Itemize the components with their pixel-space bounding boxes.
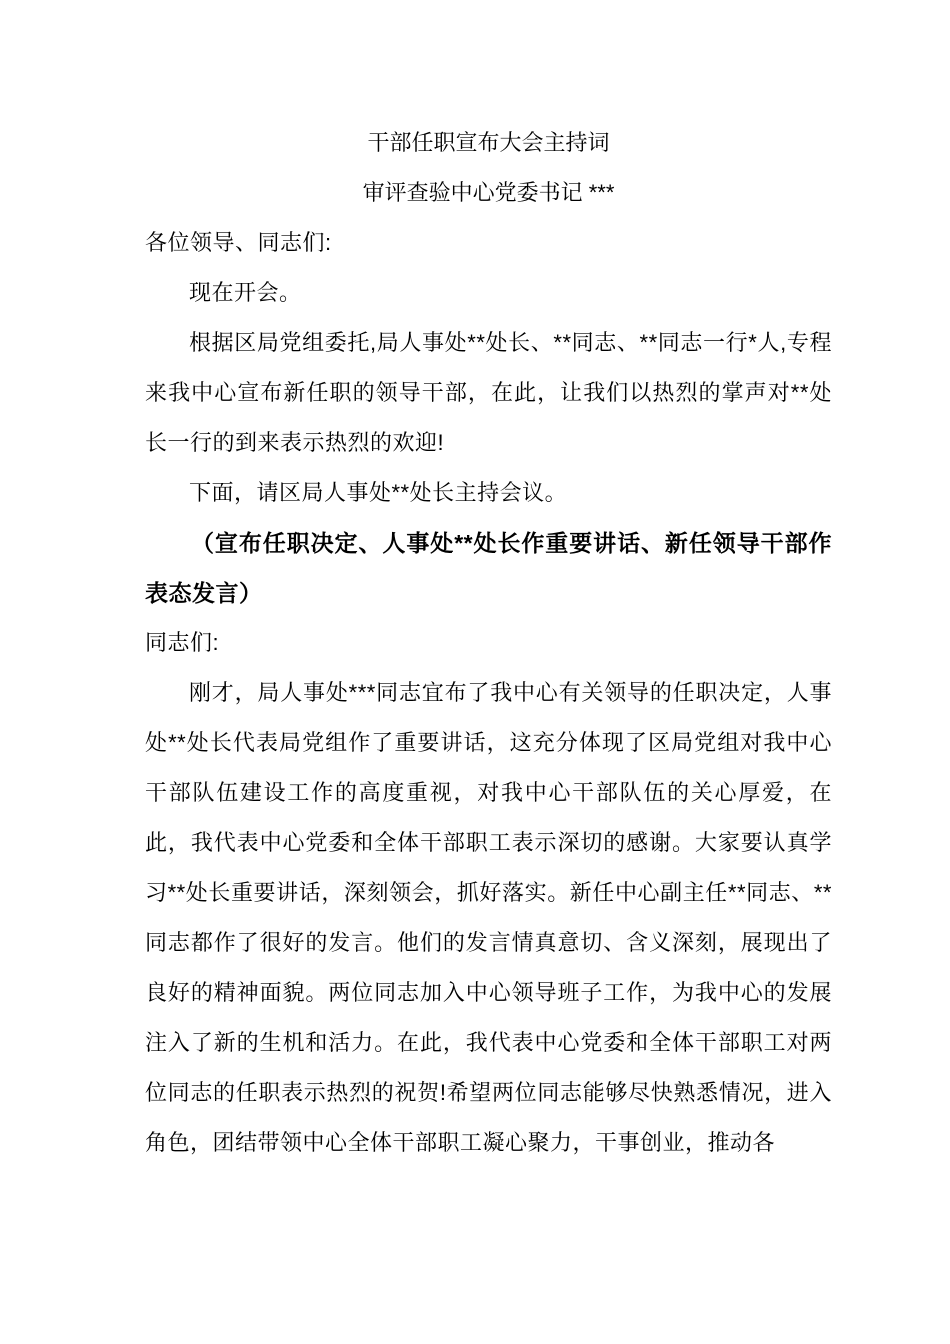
- document-title: 干部任职宣布大会主持词: [367, 130, 610, 155]
- paragraph-salutation: 各位领导、同志们:: [145, 230, 332, 255]
- paragraph-opening: 现在开会。: [189, 280, 302, 305]
- paragraph-main-body: 刚才，局人事处***同志宜布了我中心有关领导的任职决定，人事处**处长代表局党组作了重要讲话，这充分体现了区局党组对我中心干部队伍建设工作的高度重视，对我中心干部队伍的关心厚爱，在此，我代表中心党委和全体干部职工表示深切的感谢。大家要认真学习**处长重要讲话，深刻领会，抓好落实。新任中心副主任**同志、**同志都作了很好的发言。他们的发言情真意切、含义深刻，展现出了良好的精神面貌。两位同志加入中心领导班子工作，为我中心的发展注入了新的生机和活力。在此，我代表中心党委和全体干部职工对两位同志的任职表示热烈的祝贺!希望两位同志能够尽快熟悉情况，进入角色，团结带领中心全体干部职工凝心聚力，干事创业，推动各: [145, 680, 832, 1155]
- paragraph-comrades: 同志们:: [145, 630, 220, 655]
- paragraph-handover: 下面，请区局人事处**处长主持会议。: [189, 480, 568, 505]
- paragraph-introduction: 根据区局党组委托,局人事处**处长、**同志、**同志一行*人,专程来我中心宣布新任职的领导干部，在此，让我们以热烈的掌声对**处长一行的到来表示热烈的欢迎!: [145, 330, 832, 455]
- paragraph-agenda-bold: （宣布任职决定、人事处**处长作重要讲话、新任领导干部作表态发言）: [145, 530, 832, 606]
- document-subtitle: 审评查验中心党委书记 ***: [362, 180, 615, 205]
